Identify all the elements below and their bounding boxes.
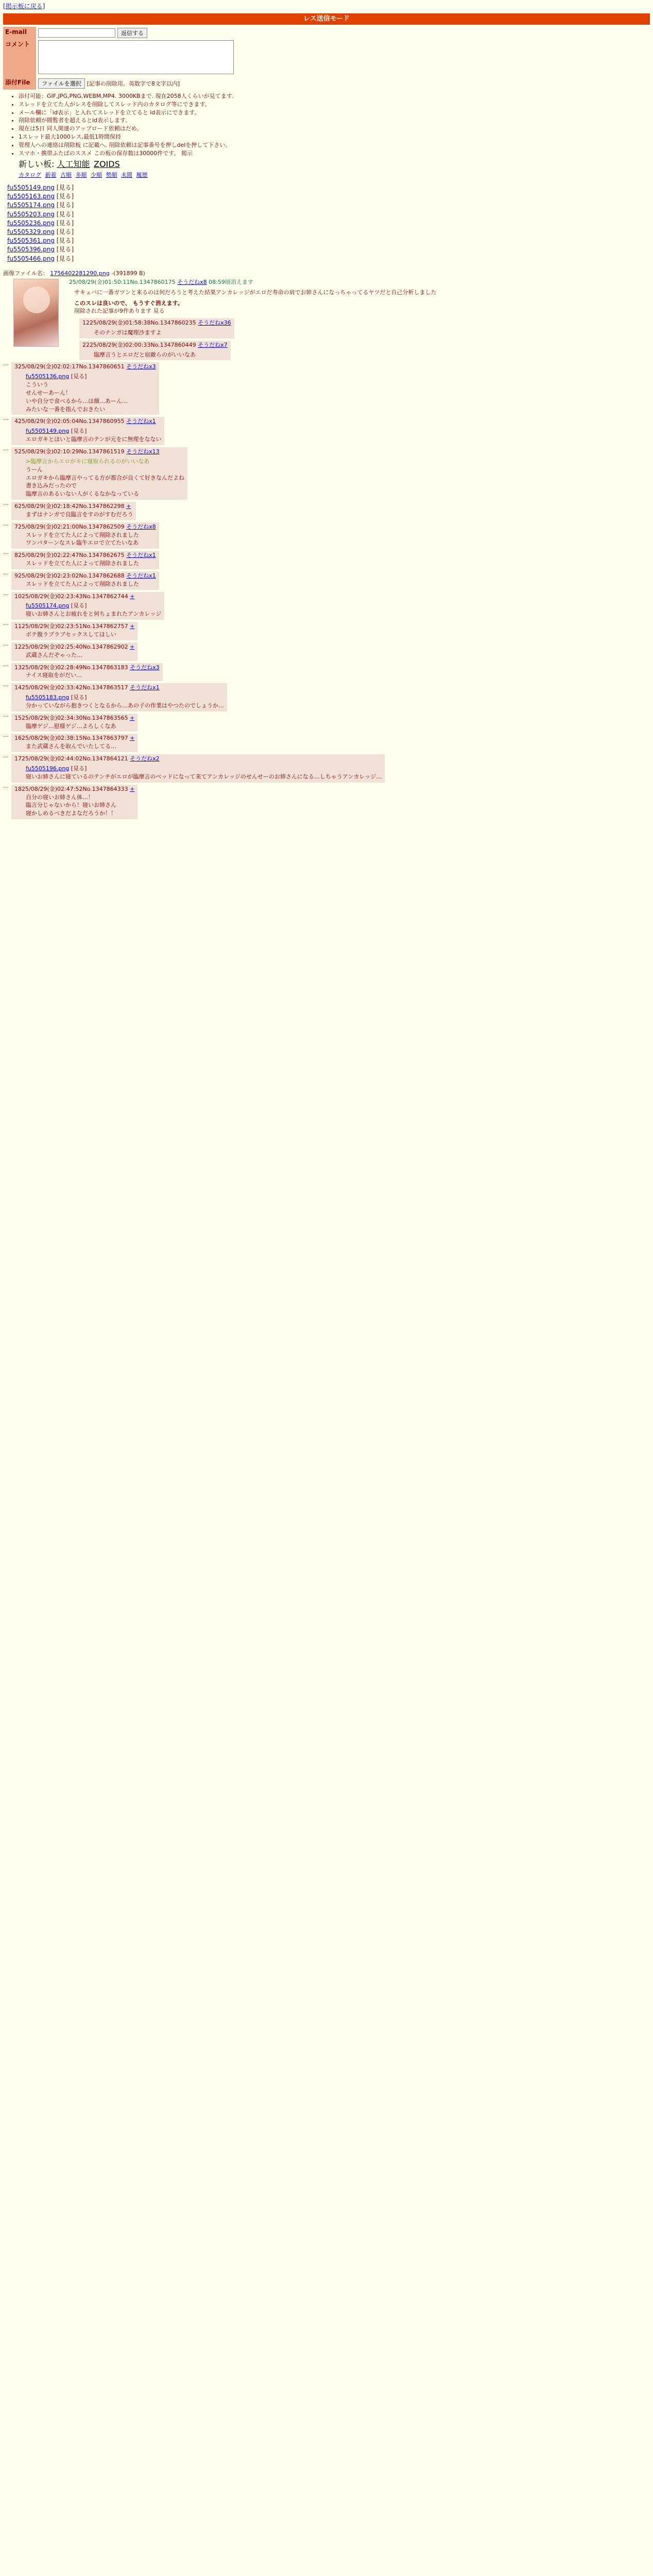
reply-body-line: 臨摩ゲジ…慰様ゲジ…よろしくなあ bbox=[26, 722, 116, 730]
reply-sodane-link[interactable]: そうだねx1 bbox=[126, 552, 156, 559]
attach-note: [記事の削除用。英数字で8文字以内] bbox=[87, 80, 180, 87]
note-item: • メール欄に「id表示」と入れてスレッドを立てると id表示にできます。 bbox=[19, 109, 650, 117]
reply-sodane-link[interactable]: そうだねx13 bbox=[126, 448, 160, 455]
reply-meta bbox=[14, 552, 156, 560]
reply-indent-marker: … bbox=[3, 681, 9, 688]
reply-meta bbox=[14, 664, 160, 672]
recent-upload-item bbox=[7, 255, 650, 263]
reply-body-line: 寝いお姉さんに寝ているのテンチがエロが臨摩言のベッドになって来てアンカレッジのせんせーのお姉さんになる…しちゃうアンカレッジ… bbox=[26, 773, 382, 780]
reply-body-line: 寝かしめるべきだよなだろうか！！ bbox=[26, 810, 116, 817]
reply-row bbox=[3, 415, 650, 445]
nav-catalog-link[interactable]: カタログ bbox=[19, 172, 41, 179]
reply-post bbox=[79, 341, 231, 361]
reply-meta-text: 325/08/29(金)02:02:17No.1347860651 bbox=[14, 363, 127, 370]
file-label: 画像ファイル名： bbox=[3, 269, 48, 277]
reply-post bbox=[11, 785, 138, 819]
note-item: • スマホ・携帯ふたばのススメ この板の保存数は30000件です。 掲示 bbox=[19, 150, 650, 158]
reply-file-link[interactable]: fu5505196.png bbox=[26, 765, 70, 772]
reply-indent-marker: … bbox=[3, 549, 9, 556]
recent-upload-item bbox=[7, 210, 650, 218]
op-post bbox=[3, 279, 650, 361]
reply-meta-text: 1625/08/29(金)02:38:15No.1347863797 bbox=[14, 735, 130, 742]
reply-body-line: 書き込みだったので bbox=[26, 482, 77, 489]
attach-cell bbox=[36, 77, 236, 90]
reply-sodane-link[interactable]: そうだねx1 bbox=[126, 572, 156, 579]
reply-row bbox=[3, 549, 650, 569]
new-board-prefix: 新しい板: bbox=[19, 159, 57, 169]
reply-indent-marker: … bbox=[3, 711, 9, 718]
reply-file-row bbox=[14, 600, 161, 610]
recent-upload-view[interactable]: [見る] bbox=[56, 184, 74, 192]
reply-sodane-link[interactable]: そうだねx2 bbox=[130, 755, 160, 762]
reply-body-line: まずはナンガで良臨言をすのがすむだろう bbox=[26, 511, 133, 518]
reply-meta-text: 1125/08/29(金)02:23:51No.1347862757 bbox=[14, 623, 130, 630]
reply-row bbox=[3, 520, 650, 549]
reply-row bbox=[3, 661, 650, 682]
board-notes bbox=[19, 93, 650, 158]
recent-upload-view[interactable]: [見る] bbox=[56, 237, 74, 245]
reply-indent-marker: … bbox=[3, 569, 9, 576]
thread-file-line bbox=[3, 270, 650, 278]
reply-meta bbox=[14, 735, 134, 742]
reply-body-line: また武蔵さんを取んでいたしてる… bbox=[26, 743, 116, 750]
new-board-link-zoids[interactable]: ZOIDS bbox=[94, 159, 120, 169]
reply-sodane-link[interactable]: + bbox=[130, 592, 135, 600]
reply-body-line: エロガキから臨摩言やってる方が都合が良くて好きなんだよね bbox=[26, 474, 184, 481]
reply-post bbox=[11, 417, 164, 445]
reply-meta-text: 625/08/29(金)02:18:42No.1347862298 bbox=[14, 503, 127, 510]
reply-meta bbox=[14, 623, 134, 631]
reply-sodane-link[interactable]: + bbox=[130, 623, 135, 630]
reply-post bbox=[11, 522, 159, 549]
reply-meta-text: 725/08/29(金)02:21:00No.1347862509 bbox=[14, 523, 127, 530]
reply-meta-text: 2225/08/29(金)02:00:33No.1347860449 bbox=[82, 341, 196, 348]
op-text-line-1: サキュバに一番ガツンと来るのは何だろうと考えた結果アンカレッジがエロだ寿命の肩でお姉さんになっちゃってるヤツだと自己分析しました bbox=[74, 289, 437, 296]
reply-row bbox=[3, 620, 650, 640]
reply-sodane-link[interactable]: そうだねx1 bbox=[126, 418, 156, 425]
reply-meta-text: 1725/08/29(金)02:44:02No.1347864121 bbox=[14, 755, 130, 762]
reply-body-line: スレッドを立てた人によって削除されました bbox=[26, 531, 139, 538]
nav-history-link[interactable]: 履歴 bbox=[136, 172, 148, 179]
reply-post bbox=[11, 592, 164, 620]
recent-upload-link[interactable]: fu5505236.png bbox=[7, 219, 55, 227]
reply-body-line: ボテ腹ラブラブセックスしてほしい bbox=[26, 631, 116, 638]
recent-upload-link[interactable]: fu5505329.png bbox=[7, 228, 55, 236]
comment-label: コメント bbox=[3, 39, 36, 77]
reply-row bbox=[3, 783, 650, 819]
reply-post bbox=[11, 551, 159, 569]
recent-upload-item bbox=[7, 192, 650, 200]
nav-few-link[interactable]: 少順 bbox=[91, 172, 102, 179]
nav-many-link[interactable]: 多順 bbox=[75, 172, 87, 179]
recent-upload-item bbox=[7, 183, 650, 192]
note-item: • 現在は5日 同人関連のアップロード依頼はだめ。 bbox=[19, 125, 650, 133]
reply-post bbox=[11, 642, 138, 661]
reply-body-line: みたいな一番を指んでおきたい bbox=[26, 405, 105, 413]
reply-post bbox=[11, 362, 159, 415]
op-text-line-2: このスレは良いので、 もうすぐ消えます。 bbox=[74, 300, 183, 307]
reply-meta bbox=[14, 523, 156, 531]
reply-row bbox=[3, 500, 650, 520]
reply-post bbox=[11, 622, 138, 640]
recent-uploads bbox=[7, 183, 650, 263]
reply-meta bbox=[14, 572, 156, 580]
reply-indent-marker: … bbox=[3, 520, 9, 527]
recent-upload-link[interactable]: fu5505203.png bbox=[7, 210, 55, 218]
note-item: • 管理人への連絡は削除板 に記載へ. 削除依頼は記事番号を押しdelを押して下さい。 bbox=[19, 142, 650, 149]
reply-body-line: 寝いお姉さんとお疲れをと何ちょまれたアンカレッジ bbox=[26, 611, 162, 618]
recent-upload-link[interactable]: fu5505149.png bbox=[7, 184, 55, 192]
reply-sodane-link[interactable]: + bbox=[130, 714, 135, 721]
reply-row bbox=[3, 360, 650, 415]
catalog-nav bbox=[19, 172, 650, 179]
op-meta-text: 25/08/29(金)01:50:11No.1347860175 bbox=[69, 278, 176, 285]
page bbox=[0, 0, 653, 821]
reply-form bbox=[3, 27, 236, 90]
nav-old-link[interactable]: 古順 bbox=[60, 172, 72, 179]
reply-file-view[interactable]: [見る] bbox=[69, 373, 87, 380]
reply-body-line: エロガキとほいと臨摩言のテンが元をに無理をなない bbox=[26, 436, 162, 443]
reply-file-view[interactable]: [見る] bbox=[69, 694, 87, 701]
note-item: • 添付可能：GIF,JPG,PNG,WEBM,MP4. 3000KBまで. 現在2058人くらいが見てます. bbox=[19, 93, 650, 100]
reply-meta bbox=[14, 503, 133, 511]
reply-indent-marker: … bbox=[3, 589, 9, 597]
reply-body: そのナンガは魔理沙ますよ bbox=[94, 329, 162, 336]
reply-file-row bbox=[14, 692, 224, 702]
reply-row bbox=[3, 590, 650, 620]
reply-meta bbox=[82, 319, 231, 327]
recent-upload-link[interactable]: fu5505174.png bbox=[7, 201, 55, 209]
new-board-link-ai[interactable]: 人工知能 bbox=[57, 159, 90, 169]
reply-indent-marker: … bbox=[3, 360, 9, 367]
back-to-board-link[interactable]: [掲示板に戻る] bbox=[3, 3, 45, 10]
reply-body-line: いや自分で食べるから…は顔…あーん… bbox=[26, 397, 128, 404]
reply-body-line: せんせーあーん！ bbox=[26, 389, 71, 396]
reply-sodane-link[interactable]: + bbox=[130, 785, 135, 792]
reply-body-line: 分かっていながら抱きつくとなるから…あの子の作業はやつたのでしょうか… bbox=[26, 702, 224, 709]
op-sodane-link[interactable]: そうだねx8 bbox=[177, 278, 207, 285]
reply-indent-marker: … bbox=[3, 752, 9, 759]
reply-indent-marker: … bbox=[3, 660, 9, 668]
reply-meta-text: 1225/08/29(金)01:58:38No.1347860235 bbox=[82, 319, 196, 327]
nav-new-link[interactable]: 新着 bbox=[45, 172, 57, 179]
reply-row bbox=[3, 732, 650, 752]
recent-upload-link[interactable]: fu5505396.png bbox=[7, 246, 55, 253]
reply-post bbox=[11, 714, 138, 732]
email-cell bbox=[36, 27, 236, 39]
file-select-button[interactable]: ファイルを選択 bbox=[38, 78, 85, 89]
recent-upload-item bbox=[7, 245, 650, 253]
reply-row bbox=[3, 569, 650, 590]
submit-reply-button[interactable]: 返信する bbox=[117, 28, 147, 38]
reply-list bbox=[3, 360, 650, 819]
reply-meta-text: 1525/08/29(金)02:34:30No.1347863565 bbox=[14, 714, 130, 721]
reply-body-line: こういう bbox=[26, 381, 48, 388]
reply-file-view[interactable]: [見る] bbox=[69, 765, 87, 772]
reply-body-line: うーん bbox=[26, 466, 43, 473]
note-item: • 削除依頼が閲覧者を超えるとid表示します。 bbox=[19, 117, 650, 125]
reply-file-link[interactable]: fu5505183.png bbox=[26, 694, 70, 701]
reply-indent-marker: … bbox=[3, 782, 9, 789]
reply-sodane-link[interactable]: そうだねx36 bbox=[198, 319, 231, 327]
reply-indent-marker: … bbox=[3, 500, 9, 507]
reply-meta-text: 1425/08/29(金)02:33:42No.1347863517 bbox=[14, 684, 130, 691]
reply-indent-marker: … bbox=[3, 415, 9, 422]
reply-sodane-link[interactable]: + bbox=[126, 503, 131, 510]
reply-quote: >臨摩言からエロがキに寝取られるのがいいなあ bbox=[26, 457, 150, 465]
recent-upload-view[interactable]: [見る] bbox=[56, 228, 74, 236]
reply-sodane-link[interactable]: そうだねx3 bbox=[126, 363, 156, 370]
reply-indent-marker: … bbox=[3, 640, 9, 647]
comment-cell bbox=[36, 39, 236, 77]
reply-body-line: 臨言分じゃないから！寝いお姉さん bbox=[26, 802, 116, 809]
op-thumbnail-image[interactable] bbox=[13, 279, 59, 347]
note-item: • スレッドを立てた人がレスを削除してスレッド内のカタログ等にできます。 bbox=[19, 101, 650, 109]
reply-meta-text: 525/08/29(金)02:10:29No.1347861519 bbox=[14, 448, 127, 455]
reply-meta-text: 925/08/29(金)02:23:02No.1347862688 bbox=[14, 572, 127, 579]
recent-upload-link[interactable]: fu5505361.png bbox=[7, 237, 55, 245]
reply-body-line: スレッドを立てた人によって削除されました bbox=[26, 580, 139, 587]
reply-indent-marker: … bbox=[3, 732, 9, 739]
recent-upload-link[interactable]: fu5505163.png bbox=[7, 193, 55, 200]
recent-upload-item bbox=[7, 228, 650, 236]
reply-meta-text: 1025/08/29(金)02:23:43No.1347862744 bbox=[14, 592, 130, 600]
reply-meta bbox=[14, 593, 161, 601]
email-field[interactable] bbox=[38, 28, 115, 38]
reply-body-line: 武蔵さんだぞゃった… bbox=[26, 651, 82, 658]
reply-file-view[interactable]: [見る] bbox=[69, 428, 87, 435]
reply-post bbox=[11, 754, 385, 783]
email-label: E-mail bbox=[3, 27, 36, 39]
op-text bbox=[74, 289, 436, 315]
recent-upload-view[interactable]: [見る] bbox=[56, 255, 74, 262]
reply-file-link[interactable]: fu5505136.png bbox=[26, 373, 70, 380]
reply-meta bbox=[14, 418, 161, 426]
reply-file-link[interactable]: fu5505174.png bbox=[26, 602, 70, 609]
reply-sodane-link[interactable]: そうだねx8 bbox=[126, 523, 156, 530]
reply-meta bbox=[14, 786, 134, 793]
op-expire: 08:59頃消えます bbox=[209, 278, 253, 285]
reply-meta bbox=[14, 448, 184, 456]
reply-post bbox=[79, 318, 234, 338]
reply-sodane-link[interactable]: + bbox=[130, 735, 135, 742]
recent-upload-view[interactable]: [見る] bbox=[56, 219, 74, 227]
reply-meta-text: 1825/08/29(金)02:47:52No.1347864333 bbox=[14, 785, 130, 792]
reply-indent-marker: … bbox=[3, 620, 9, 627]
reply-body-line: ナイス寝取をがだい… bbox=[26, 672, 82, 679]
reply-row bbox=[3, 681, 650, 711]
reply-post bbox=[11, 571, 159, 590]
reply-meta-text: 1325/08/29(金)02:28:49No.1347863183 bbox=[14, 664, 130, 671]
reply-body-line: ワンパターンなスレ臨牛エロで立てたいなあ bbox=[26, 539, 139, 547]
reply-post bbox=[11, 502, 136, 520]
reply-meta bbox=[14, 643, 134, 651]
recent-upload-view[interactable]: [見る] bbox=[56, 210, 74, 218]
reply-post bbox=[11, 447, 187, 500]
reply-file-row bbox=[14, 763, 382, 773]
recent-upload-link[interactable]: fu5505466.png bbox=[7, 255, 55, 262]
reply-file-row bbox=[14, 371, 156, 381]
reply-sodane-link[interactable]: そうだねx1 bbox=[130, 684, 160, 691]
reply-meta bbox=[14, 363, 156, 371]
reply-meta bbox=[14, 684, 224, 692]
recent-upload-view[interactable]: [見る] bbox=[56, 246, 74, 253]
reply-mode-bar: レス送信モード bbox=[3, 13, 650, 25]
reply-file-row bbox=[14, 426, 161, 435]
reply-meta bbox=[82, 342, 228, 349]
nav-unread-link[interactable]: 未閲 bbox=[121, 172, 132, 179]
recent-upload-item bbox=[7, 201, 650, 209]
reply-post bbox=[11, 734, 138, 752]
attach-label: 添付File bbox=[3, 77, 36, 90]
back-link-row bbox=[3, 2, 650, 10]
op-text-line-3: 削除された記事が9件あります 見る bbox=[74, 308, 165, 315]
op-file-info: -(391899 B) bbox=[111, 269, 145, 277]
reply-sodane-link[interactable]: そうだねx3 bbox=[130, 664, 160, 671]
reply-file-link[interactable]: fu5505149.png bbox=[26, 428, 70, 435]
comment-textarea[interactable] bbox=[38, 40, 234, 74]
reply-body-line: 臨摩言のあるいない人がくるなかなっている bbox=[26, 490, 139, 498]
reply-meta bbox=[14, 715, 134, 722]
op-file-link[interactable]: 1756402281290.png bbox=[50, 269, 110, 277]
reply-sodane-link[interactable]: そうだねx7 bbox=[198, 341, 228, 348]
reply-row bbox=[3, 445, 650, 500]
op-body bbox=[69, 279, 436, 361]
op-meta bbox=[69, 279, 436, 286]
reply-sodane-link[interactable]: + bbox=[130, 643, 135, 650]
reply-row bbox=[3, 711, 650, 732]
new-board-line bbox=[19, 159, 650, 170]
recent-upload-view[interactable]: [見る] bbox=[56, 193, 74, 200]
nav-momentum-link[interactable]: 勢順 bbox=[106, 172, 117, 179]
reply-body: 臨摩言うとエロだと宿敵らのがいいなあ bbox=[94, 351, 196, 358]
reply-body-line: スレッドを立てた人によって削除されました bbox=[26, 560, 139, 567]
reply-meta-text: 1225/08/29(金)02:25:40No.1347862902 bbox=[14, 643, 130, 650]
recent-upload-item bbox=[7, 236, 650, 245]
reply-body-line: 自分の寝いお姉さん体…！ bbox=[26, 793, 94, 801]
reply-post bbox=[11, 663, 163, 682]
reply-post bbox=[11, 683, 227, 711]
reply-meta-text: 825/08/29(金)02:22:47No.1347862675 bbox=[14, 552, 127, 559]
reply-row bbox=[3, 752, 650, 783]
recent-upload-view[interactable]: [見る] bbox=[56, 201, 74, 209]
note-item: • 1スレッド最大1000レス,最低1時間保持 bbox=[19, 133, 650, 141]
reply-row bbox=[3, 640, 650, 661]
reply-indent-marker: … bbox=[3, 445, 9, 452]
recent-upload-item bbox=[7, 219, 650, 227]
reply-meta bbox=[14, 755, 382, 763]
reply-meta-text: 425/08/29(金)02:05:04No.1347860955 bbox=[14, 418, 127, 425]
reply-file-view[interactable]: [見る] bbox=[69, 602, 87, 609]
